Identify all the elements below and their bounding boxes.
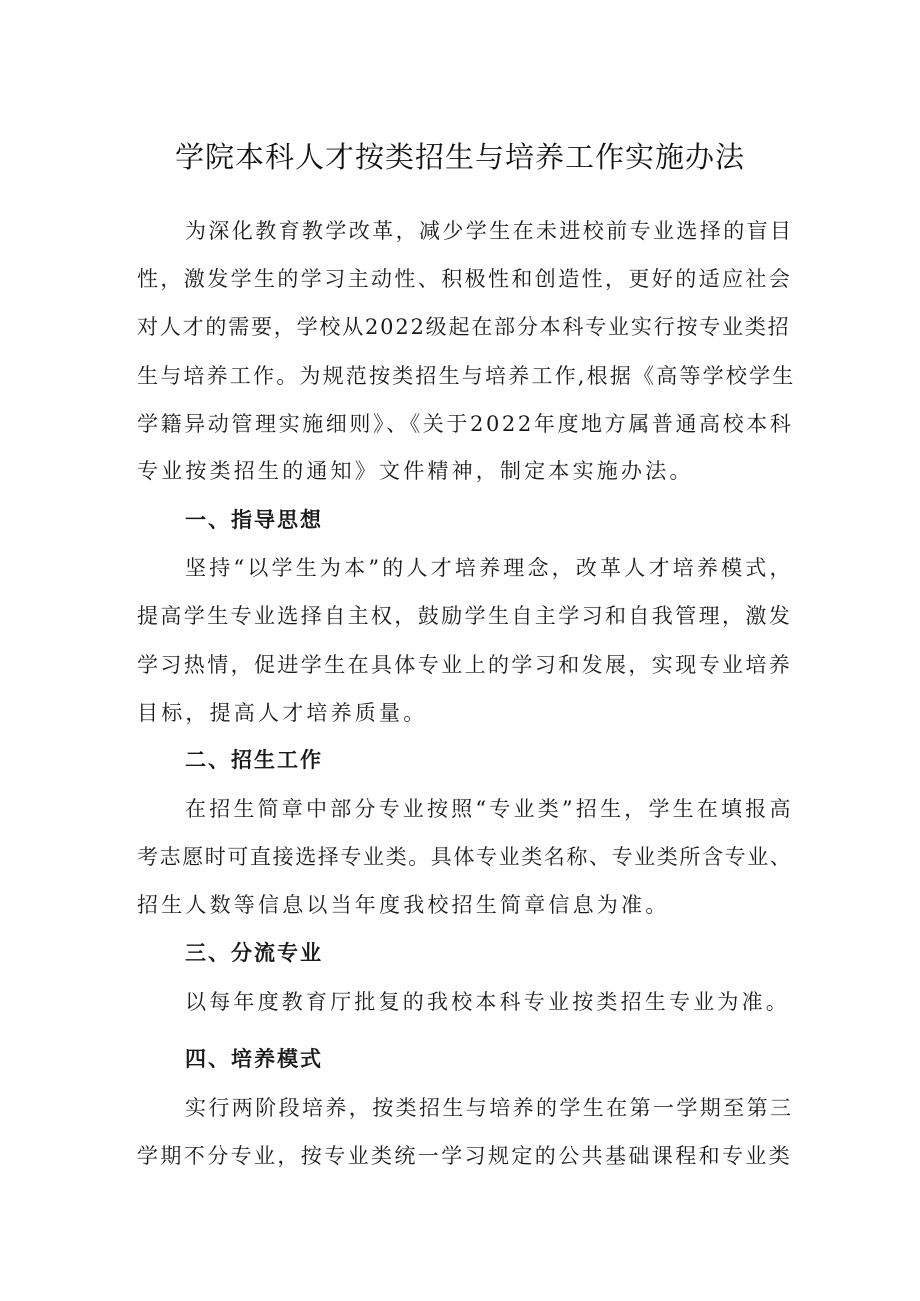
section-line: 以每年度教育厅批复的我校本科专业按类招生专业为准。 bbox=[185, 990, 790, 1014]
intro-line: 生与培养工作。为规范按类招生与培养工作,根据《高等学校学生 bbox=[137, 364, 796, 388]
intro-line: 性，激发学生的学习主动性、积极性和创造性，更好的适应社会 bbox=[137, 267, 793, 291]
intro-line: 为深化教育教学改革，减少学生在未进校前专业选择的盲目 bbox=[185, 219, 794, 243]
intro-line: 对人才的需要，学校从2022级起在部分本科专业实行按专业类招 bbox=[137, 315, 791, 339]
section-line: 坚持“以学生为本”的人才培养理念，改革人才培养模式， bbox=[185, 556, 794, 580]
section-heading: 三、分流专业 bbox=[185, 941, 323, 965]
section-line: 提高学生专业选择自主权，鼓励学生自主学习和自我管理，激发 bbox=[137, 604, 793, 628]
section-line: 考志愿时可直接选择专业类。具体专业类名称、专业类所含专业、 bbox=[137, 845, 793, 869]
section-line: 目标，提高人才培养质量。 bbox=[137, 701, 428, 725]
section-line: 学期不分专业，按专业类统一学习规定的公共基础课程和专业类 bbox=[137, 1144, 793, 1168]
document-title: 学院本科人才按类招生与培养工作实施办法 bbox=[174, 140, 745, 174]
section-line: 招生人数等信息以当年度我校招生简章信息为准。 bbox=[137, 893, 670, 917]
section-heading: 四、培养模式 bbox=[185, 1047, 323, 1071]
intro-line: 学籍异动管理实施细则》、《关于2022年度地方属普通高校本科 bbox=[137, 412, 794, 436]
section-heading: 一、指导思想 bbox=[185, 508, 323, 532]
section-line: 在招生简章中部分专业按照“专业类”招生，学生在填报高 bbox=[185, 797, 794, 821]
section-line: 实行两阶段培养，按类招生与培养的学生在第一学期至第三 bbox=[185, 1096, 794, 1120]
section-heading: 二、招生工作 bbox=[185, 748, 323, 772]
intro-line: 专业按类招生的通知》文件精神，制定本实施办法。 bbox=[137, 459, 694, 483]
section-line: 学习热情，促进学生在具体专业上的学习和发展，实现专业培养 bbox=[137, 653, 793, 677]
